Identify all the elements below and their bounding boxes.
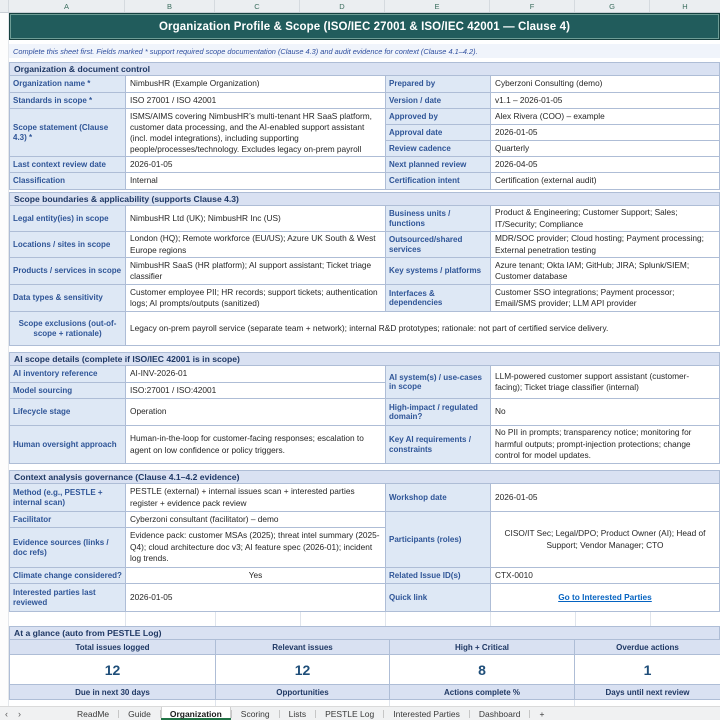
field-value[interactable]: Product & Engineering; Customer Support; Sales; IT/Security; Compliance [491,206,720,232]
glance-value: 8 [390,655,575,685]
field-row [386,157,720,173]
field-row [10,399,386,426]
field-label: Facilitator [10,512,126,528]
field-value[interactable]: 2026-01-05 [126,157,386,173]
field-label: Last context review date [10,157,126,173]
field-row [386,568,720,584]
field-value[interactable]: Evidence pack: customer MSAs (2025); threat intel summary (2025-Q4); cloud architecture doc v3; AI feature spec (2026-01); incident log trends. [126,528,386,568]
field-row [10,232,720,258]
column-header-c[interactable]: C [215,0,300,12]
field-value[interactable]: PESTLE (external) + internal issues scan + interested parties register + evidence pack review [126,484,386,512]
field-label: Scope exclusions (out-of-scope + rationale) [10,312,126,346]
field-label: Model sourcing [10,383,126,399]
field-row [386,125,720,141]
field-label: Key systems / platforms [386,258,491,285]
field-row [10,383,386,399]
field-label: Standards in scope * [10,93,126,109]
field-label: Approved by [386,109,491,125]
tab-readme[interactable]: ReadMe [77,708,110,719]
field-value[interactable]: 2026-01-05 [491,484,720,512]
field-value[interactable]: Customer employee PII; HR records; support tickets; authentication logs; AI prompts/outputs (sanitized) [126,285,386,312]
field-row [10,512,386,528]
field-value[interactable]: Yes [126,568,386,584]
empty-grid-row [9,612,720,626]
tab-dashboard[interactable]: Dashboard [478,708,521,719]
field-value[interactable]: Internal [126,173,386,190]
field-row [10,109,386,157]
field-label: Version / date [386,93,491,109]
field-row [386,141,720,157]
field-value[interactable]: Cyberzoni Consulting (demo) [491,76,720,93]
field-value[interactable]: NimbusHR Ltd (UK); NimbusHR Inc (US) [126,206,386,232]
field-label: Key AI requirements / constraints [386,426,491,464]
field-row [10,285,720,312]
column-header-b[interactable]: B [125,0,215,12]
field-label: Quick link [386,584,491,612]
tab-organization[interactable]: Organization [161,707,231,720]
field-row [10,173,386,190]
field-value[interactable]: CTX-0010 [491,568,720,584]
field-value[interactable]: CISO/IT Sec; Legal/DPO; Product Owner (AI); Head of Support; Vendor Manager; CTO [491,512,720,568]
glance-value: 1 [575,655,720,685]
field-value[interactable]: NimbusHR (Example Organization) [126,76,386,93]
column-header-f[interactable]: F [490,0,575,12]
page-title: Organization Profile & Scope (ISO/IEC 27001 & ISO/IEC 42001 — Clause 4) [9,13,720,40]
field-label: Outsourced/shared services [386,232,491,258]
column-header-a[interactable]: A [9,0,125,12]
row-number-gutter [0,13,9,706]
tab-guide[interactable]: Guide [128,708,151,719]
column-header-h[interactable]: H [682,1,688,11]
field-row [10,426,386,464]
section-header-context-governance: Context analysis governance (Clause 4.1–4.2 evidence) [9,470,720,484]
field-row [10,584,386,612]
glance-header: Overdue actions [575,640,720,655]
prev-sheet-arrow-icon[interactable]: ‹ [5,708,8,719]
field-value[interactable]: ISMS/AIMS covering NimbusHR’s multi-tenant HR SaaS platform, customer data processing, and the AI-enabled support assistant (incl. model integrations), including supporting people/processes/technology. Excludes legacy on-prem payroll [126,109,386,157]
field-row [386,484,720,512]
field-value[interactable]: v1.1 – 2026-01-05 [491,93,720,109]
field-label: Legal entity(ies) in scope [10,206,126,232]
field-row [386,512,720,568]
field-row [10,568,386,584]
field-row [10,157,386,173]
glance-header: Total issues logged [10,640,216,655]
field-value[interactable]: Alex Rivera (COO) – example [491,109,720,125]
field-value[interactable]: Customer SSO integrations; Payment processor; Email/SMS provider; LLM API provider [491,285,720,312]
column-header-g[interactable]: G [575,0,650,12]
column-header-e[interactable]: E [385,0,490,12]
interested-parties-link[interactable]: Go to Interested Parties [558,591,652,602]
field-value[interactable]: MDR/SOC provider; Cloud hosting; Payment processing; External penetration testing [491,232,720,258]
glance-table [9,640,720,700]
field-label: Participants (roles) [386,512,491,568]
field-label: Approval date [386,125,491,141]
tab-interested-parties[interactable]: Interested Parties [393,708,460,719]
glance-value: 12 [10,655,216,685]
field-label: Data types & sensitivity [10,285,126,312]
field-value[interactable]: 2026-01-05 [491,125,720,141]
field-value[interactable]: Operation [126,399,386,426]
sheet-tab-bar [0,706,720,720]
section-body-context [9,484,720,612]
field-value[interactable]: Human-in-the-loop for customer-facing responses; escalation to agent on low confidence or policy triggers. [126,426,386,464]
quick-link-cell [491,584,720,612]
column-header-d[interactable]: D [300,0,385,12]
field-row [386,76,720,93]
field-row [386,584,720,612]
field-value[interactable]: LLM-powered customer support assistant (customer-facing); Ticket triage classifier (internal) [491,366,720,399]
tab-scoring[interactable]: Scoring [240,708,270,719]
field-row [10,366,386,383]
section-header-scope-boundaries: Scope boundaries & applicability (supports Clause 4.3) [9,192,720,206]
field-label: Classification [10,173,126,190]
field-row [10,76,386,93]
field-value[interactable]: No [491,399,720,426]
field-label: Prepared by [386,76,491,93]
field-row [386,366,720,399]
glance-footer-header: Days until next review [575,685,720,700]
section-body-scope [9,206,720,346]
field-label: Workshop date [386,484,491,512]
field-value[interactable]: AI-INV-2026-01 [126,366,386,383]
field-value[interactable]: ISO:27001 / ISO:42001 [126,383,386,399]
section-body-organization [9,76,720,190]
field-label: Products / services in scope [10,258,126,285]
select-all-corner[interactable] [0,0,9,12]
field-row [386,109,720,125]
glance-header: High + Critical [390,640,575,655]
section-body-ai [9,366,720,464]
field-value[interactable]: Legacy on-prem payroll service (separate team + network); internal R&D prototypes; rationale: not part of certified service delivery. [126,312,720,346]
field-label: Lifecycle stage [10,399,126,426]
column-header-strip [0,0,720,13]
field-label: Evidence sources (links / doc refs) [10,528,126,568]
field-label: Locations / sites in scope [10,232,126,258]
field-value[interactable]: Azure tenant; Okta IAM; GitHub; JIRA; Splunk/SIEM; Customer database [491,258,720,285]
tab-pestle-log[interactable]: PESTLE Log [325,708,375,719]
field-label: Scope statement (Clause 4.3) * [10,109,126,157]
field-value[interactable]: NimbusHR SaaS (HR platform); AI support assistant; Ticket triage classifier [126,258,386,285]
field-row [10,93,386,109]
field-value[interactable]: London (HQ); Remote workforce (EU/US); Azure UK South & West Europe regions [126,232,386,258]
field-row [10,484,386,512]
glance-footer-header: Opportunities [216,685,390,700]
glance-footer-header: Actions complete % [390,685,575,700]
field-label: Interfaces & dependencies [386,285,491,312]
field-value[interactable]: Quarterly [491,141,720,157]
section-header-at-a-glance: At a glance (auto from PESTLE Log) [9,626,720,640]
field-label: Organization name * [10,76,126,93]
field-label: Climate change considered? [10,568,126,584]
field-value[interactable]: No PII in prompts; transparency notice; monitoring for harmful outputs; prompt-injection protections; change control for model updates. [491,426,720,464]
field-label: Business units / functions [386,206,491,232]
section-header-ai-scope: AI scope details (complete if ISO/IEC 42001 is in scope) [9,352,720,366]
field-value[interactable]: 2026-04-05 [491,157,720,173]
field-label: Human oversight approach [10,426,126,464]
glance-footer-header: Due in next 30 days [10,685,216,700]
field-label: AI inventory reference [10,366,126,383]
field-label: Method (e.g., PESTLE + internal scan) [10,484,126,512]
glance-header: Relevant issues [216,640,390,655]
field-row-scope-exclusions [10,312,720,346]
field-label: Certification intent [386,173,491,190]
next-sheet-arrow-icon[interactable]: › [18,708,21,719]
field-row [386,426,720,464]
field-value[interactable]: ISO 27001 / ISO 42001 [126,93,386,109]
field-label: Related Issue ID(s) [386,568,491,584]
tab-lists[interactable]: Lists [288,708,307,719]
field-label: Review cadence [386,141,491,157]
field-row [10,258,720,285]
field-row [386,173,720,190]
instruction-note: Complete this sheet first. Fields marked * support required scope documentation (Clause 4.3) and audit evidence for context (Clause 4.1–4.2). [9,44,720,58]
field-label: AI system(s) / use-cases in scope [386,366,491,399]
field-label: High-impact / regulated domain? [386,399,491,426]
field-value[interactable]: 2026-01-05 [126,584,386,612]
field-label: Next planned review [386,157,491,173]
section-header-organization: Organization & document control [9,62,720,76]
field-row [10,528,386,568]
field-row [386,93,720,109]
field-value[interactable]: Cyberzoni consultant (facilitator) – demo [126,512,386,528]
field-row [10,206,720,232]
glance-value: 12 [216,655,390,685]
field-value[interactable]: Certification (external audit) [491,173,720,190]
field-label: Interested parties last reviewed [10,584,126,612]
field-row [386,399,720,426]
add-sheet-button[interactable]: + [539,708,545,719]
